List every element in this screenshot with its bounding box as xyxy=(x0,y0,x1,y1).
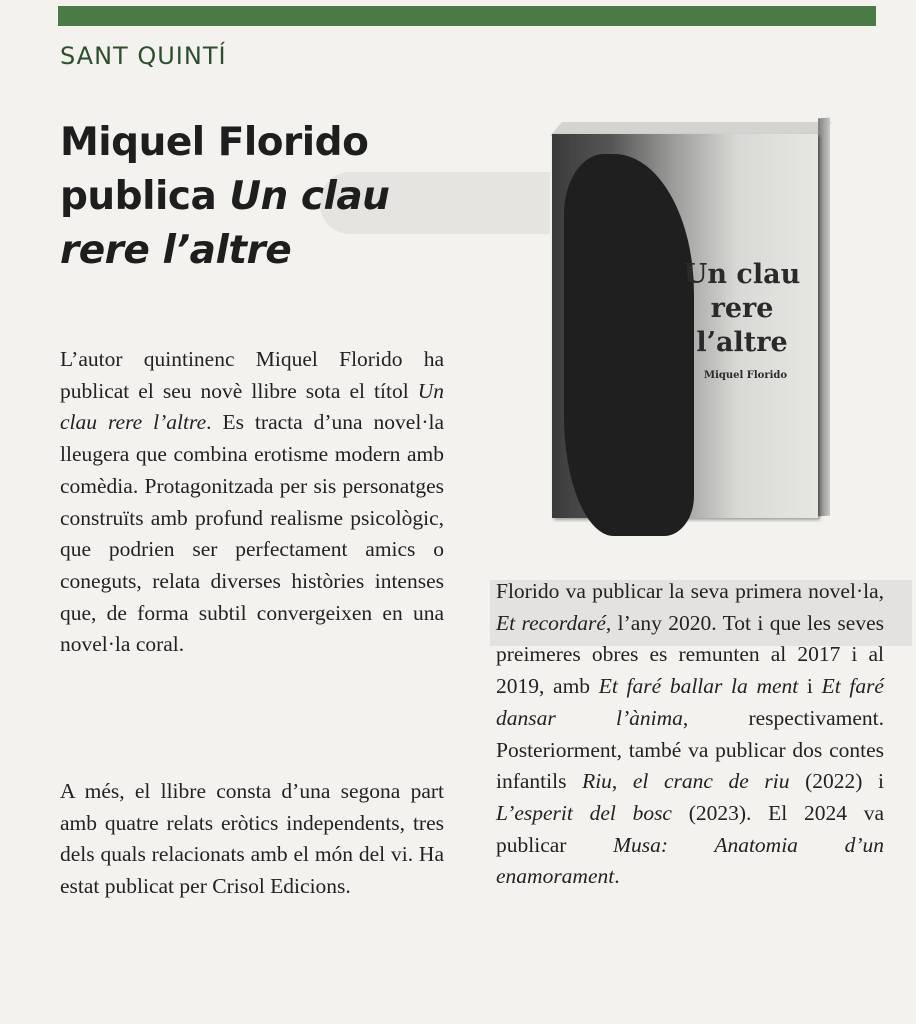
bleed-through-text xyxy=(340,22,362,92)
headline xyxy=(60,116,480,278)
section-label: SANT QUINTÍ xyxy=(60,42,227,70)
p3-text-c: i xyxy=(798,674,822,699)
body-column-1 xyxy=(60,344,444,661)
p3-title-1: Et recordaré xyxy=(496,610,606,635)
p3-title-6: L’esperit del bosc xyxy=(496,800,672,825)
body-column-2 xyxy=(496,576,884,893)
p3-text-h: . xyxy=(614,864,620,889)
body-column-1-lower xyxy=(60,776,444,903)
headline-line-2: publica xyxy=(60,174,230,219)
p3-title-5: el cranc de riu xyxy=(632,769,790,794)
book-cover-photo xyxy=(552,116,832,526)
headline-title-part-2: rere l’altre xyxy=(60,228,292,273)
headline-title-part-1: Un clau xyxy=(229,174,390,219)
p3-title-3: Et faré dansar l’ànima xyxy=(496,674,884,730)
paragraph-2: A més, el llibre consta d’una segona part amb quatre relats eròtics independents, tres dels quals relacionats amb el món del vi. Ha estat publicat per Crisol Edicions. xyxy=(60,779,444,899)
paragraph-1-text-b: . Es tracta d’una novel·la lleugera que combina erotisme modern amb comèdia. Protagonitzada per sis personatges construïts amb profund realisme psicològic, que podrien ser perfectament amics o coneguts, relata diverses històries intenses que, de forma subtil convergeixen en una novel·la coral. xyxy=(60,410,444,657)
p3-text-g: (2023). El 2024 va publicar xyxy=(496,800,885,857)
p3-text-b: , l’any 2020. Tot i que les seves preimeres obres es remunten al 2017 i al 2019, amb xyxy=(496,610,884,699)
p3-title-2: Et faré ballar la ment xyxy=(598,674,799,699)
paragraph-1-text-a: L’autor quintinenc Miquel Florido ha publicat el seu novè llibre sota el títol xyxy=(60,347,444,403)
p3-text-a: Florido va publicar la seva primera novel·la, xyxy=(496,579,884,603)
p3-text-f: (2022) i xyxy=(789,769,885,794)
book-page-edge xyxy=(818,118,830,517)
book-cover xyxy=(552,134,818,518)
p3-text-d: , respectivament. Posteriorment, també va publicar dos contes infantils xyxy=(496,705,884,794)
headline-line-1: Miquel Florido xyxy=(60,120,369,165)
book-cover-title: Un clau rere l’altre xyxy=(683,259,801,358)
p3-title-4: Riu xyxy=(582,769,612,794)
p3-text-e: , xyxy=(611,769,633,794)
p3-title-7: Musa: Anatomia d’un enamorament xyxy=(496,832,884,889)
paragraph-1 xyxy=(60,344,444,661)
book-cover-author: Miquel Florido xyxy=(704,370,788,381)
paragraph-3 xyxy=(496,576,884,893)
book-title-italic: Un clau rere l’altre xyxy=(60,378,444,435)
section-color-bar xyxy=(58,6,876,26)
